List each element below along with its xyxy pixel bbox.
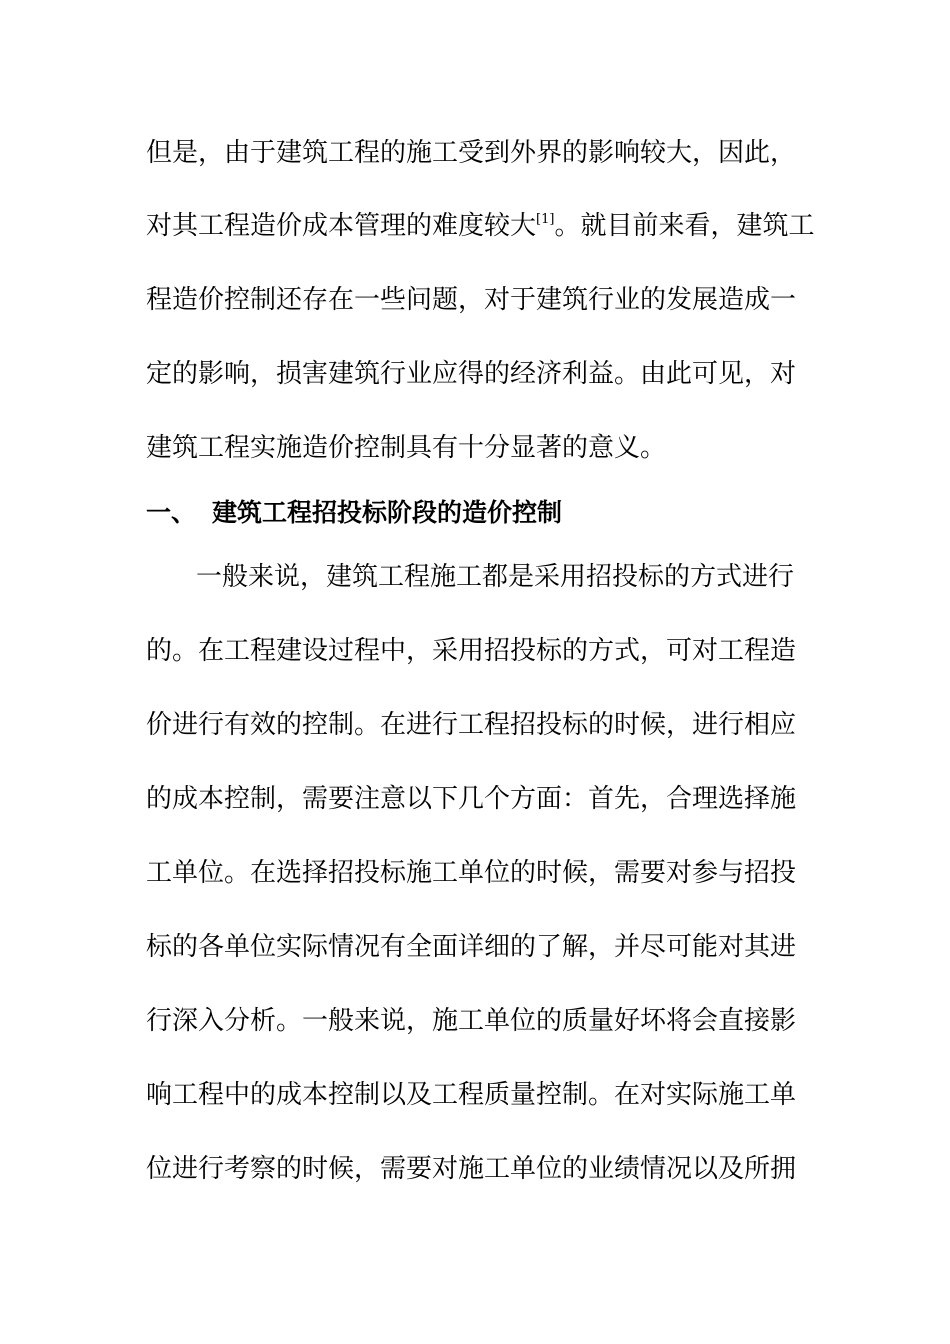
paragraph-line: 一般来说，建筑工程施工都是采用招投标的方式进行 — [196, 562, 795, 592]
paragraph-line: 标的各单位实际情况有全面详细的了解，并尽可能对其进 — [146, 932, 797, 962]
paragraph-line — [146, 206, 826, 246]
paragraph-line: 的。在工程建设过程中，采用招投标的方式，可对工程造 — [146, 636, 797, 666]
section-heading — [146, 493, 562, 533]
line-text: 。就目前来看，建筑工 — [554, 211, 815, 241]
paragraph-line: 建筑工程实施造价控制具有十分显著的意义。 — [146, 433, 667, 463]
paragraph-line: 的成本控制，需要注意以下几个方面：首先，合理选择施 — [146, 784, 797, 814]
paragraph-line: 位进行考察的时候，需要对施工单位的业绩情况以及所拥 — [146, 1154, 797, 1184]
paragraph-line: 程造价控制还存在一些问题，对于建筑行业的发展造成一 — [146, 285, 797, 315]
citation-marker: [1] — [536, 212, 555, 227]
line-text: 对其工程造价成本管理的难度较大 — [146, 211, 537, 241]
paragraph-line: 行深入分析。一般来说，施工单位的质量好坏将会直接影 — [146, 1006, 797, 1036]
paragraph-line: 价进行有效的控制。在进行工程招投标的时候，进行相应 — [146, 710, 797, 740]
paragraph-line: 但是，由于建筑工程的施工受到外界的影响较大，因此， — [146, 138, 797, 168]
section-title: 建筑工程招投标阶段的造价控制 — [212, 498, 563, 527]
section-number: 一、 — [146, 498, 197, 527]
paragraph-line: 定的影响，损害建筑行业应得的经济利益。由此可见，对 — [146, 359, 797, 389]
paragraph-line: 响工程中的成本控制以及工程质量控制。在对实际施工单 — [146, 1080, 797, 1110]
paragraph-line: 工单位。在选择招投标施工单位的时候，需要对参与招投 — [146, 858, 797, 888]
